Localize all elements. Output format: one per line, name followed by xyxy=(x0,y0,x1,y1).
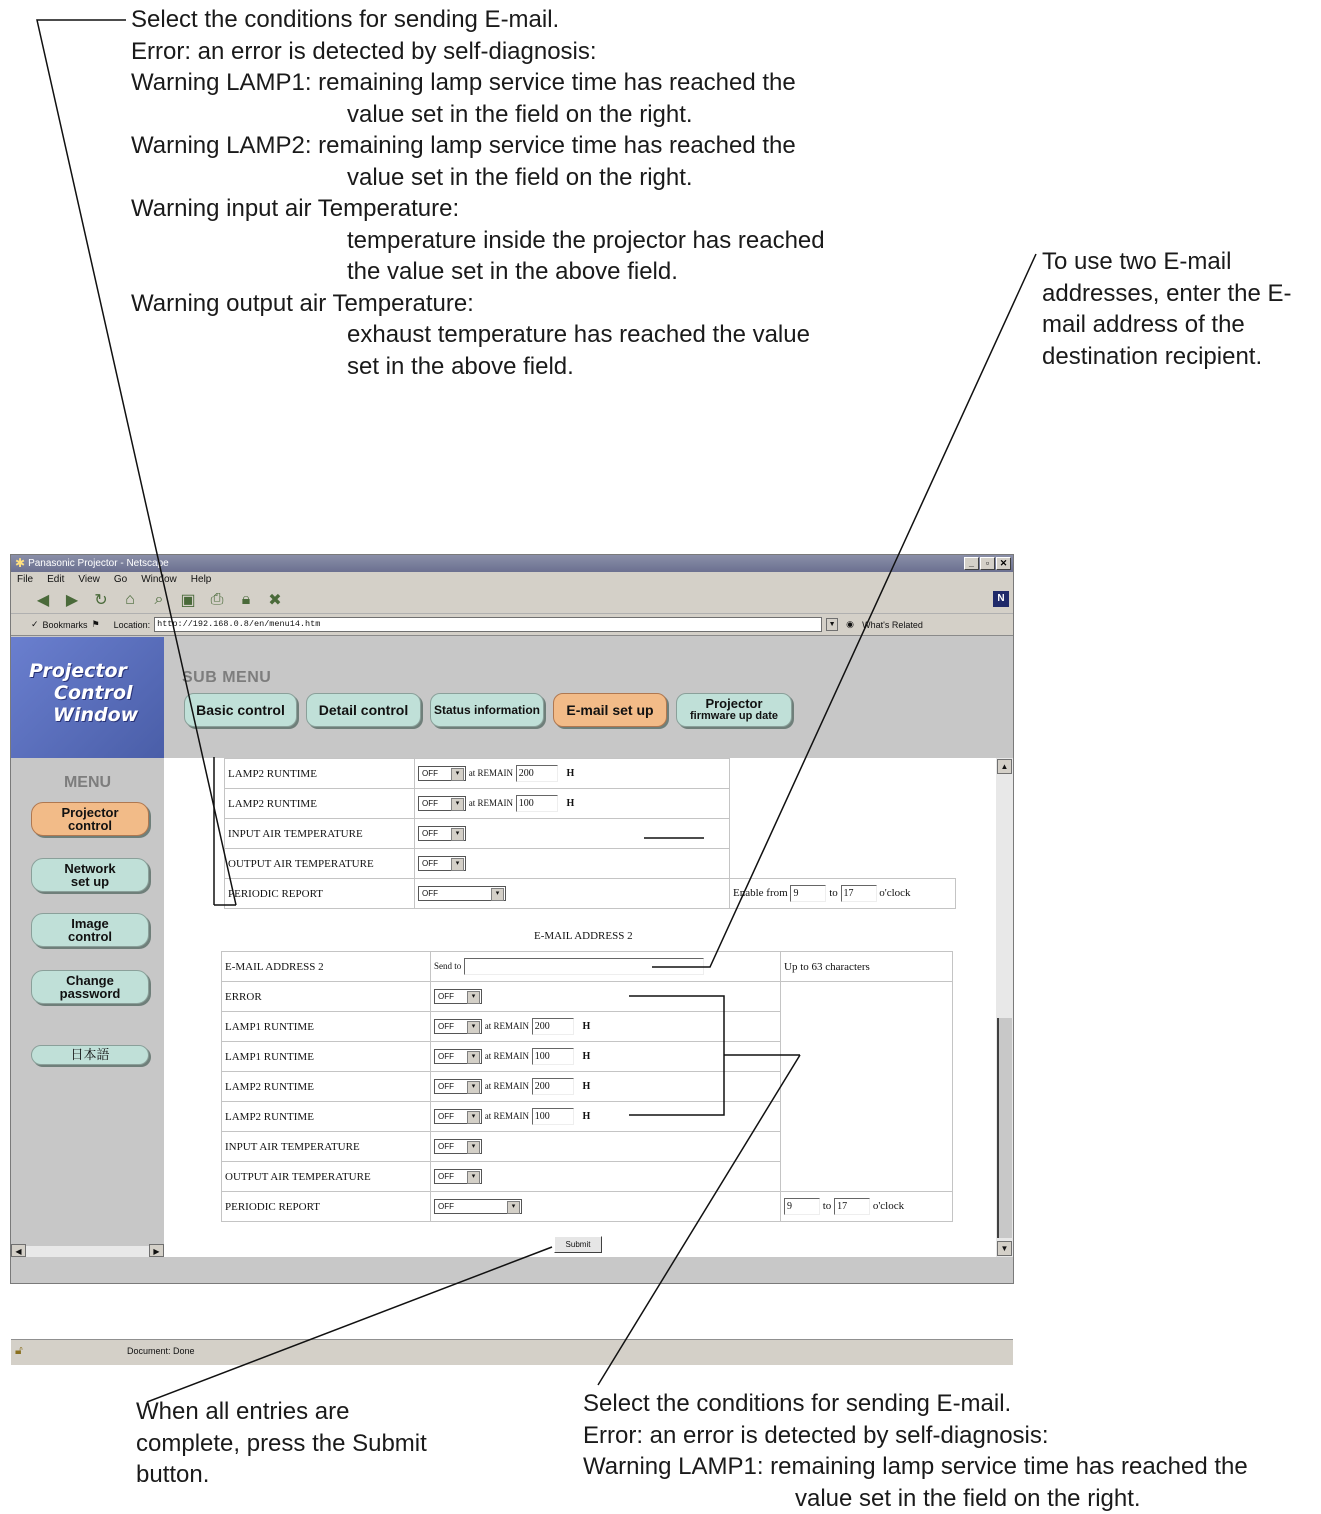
table-row xyxy=(222,952,953,982)
window-titlebar xyxy=(11,555,1013,572)
menu-bar xyxy=(11,572,1013,587)
sidebar-item-label: Network xyxy=(64,861,115,876)
table-row xyxy=(222,982,953,1012)
back-icon[interactable]: ◀ xyxy=(33,590,53,610)
search-icon[interactable]: ⌕ xyxy=(149,591,169,609)
periodic-from-input[interactable]: 9 xyxy=(790,885,826,902)
whats-related-icon: ◉ xyxy=(842,619,858,630)
logo-line: Window xyxy=(53,704,138,726)
remain-label: at REMAIN xyxy=(485,1051,529,1061)
periodic-from-input[interactable]: 9 xyxy=(784,1198,820,1215)
minimize-icon[interactable]: _ xyxy=(964,557,979,570)
url-field[interactable]: http://192.168.0.8/en/menu14.htm xyxy=(154,617,822,632)
input-air-temperature-select[interactable]: OFF ▾ xyxy=(434,1139,482,1154)
menu-help[interactable]: Help xyxy=(191,572,212,587)
error-select[interactable]: OFF ▾ xyxy=(434,989,482,1004)
note-line: destination recipient. xyxy=(1042,343,1262,370)
remain-hours-input[interactable]: 200 xyxy=(516,765,558,782)
print-icon[interactable]: ⎙ xyxy=(207,591,227,609)
window-controls xyxy=(964,557,1013,570)
input-air-temperature-select[interactable]: OFF ▾ xyxy=(418,826,466,841)
table-row xyxy=(225,849,956,879)
periodic-report-select[interactable]: OFF ▾ xyxy=(418,886,506,901)
note-line: Warning input air Temperature: xyxy=(131,195,459,222)
window-title: Panasonic Projector - Netscape xyxy=(28,555,169,572)
submenu-title: SUB MENU xyxy=(182,669,271,687)
hours-unit: H xyxy=(583,1051,591,1062)
logo-line: Control xyxy=(54,682,133,704)
note-line: the value set in the above field. xyxy=(131,256,891,288)
note-line: Warning LAMP1: remaining lamp service time has reached the xyxy=(131,69,796,96)
sidebar-item-label: set up xyxy=(71,874,109,889)
lamp1-runtime-select[interactable]: OFF ▾ xyxy=(434,1019,482,1034)
note-line: When all entries are xyxy=(136,1398,349,1425)
scroll-right-icon[interactable]: ▶ xyxy=(149,1244,164,1257)
navigation-toolbar xyxy=(11,587,1013,614)
remain-label: at REMAIN xyxy=(485,1021,529,1031)
row-label: LAMP1 RUNTIME xyxy=(222,1042,431,1072)
enable-from-label: Enable from xyxy=(733,887,788,899)
annotation-email-conditions-top xyxy=(131,4,891,382)
whats-related-button[interactable]: What's Related xyxy=(862,620,923,630)
row-label: PERIODIC REPORT xyxy=(222,1192,431,1222)
lamp2-runtime-select[interactable]: OFF ▾ xyxy=(434,1079,482,1094)
tab-projector-firmware-update[interactable] xyxy=(676,693,792,727)
sidebar-item-change-password[interactable] xyxy=(31,970,149,1004)
row-label: INPUT AIR TEMPERATURE xyxy=(222,1132,431,1162)
menu-edit[interactable]: Edit xyxy=(47,572,64,587)
table-row xyxy=(225,789,956,819)
table-row xyxy=(222,1192,953,1222)
email-address-2-input[interactable] xyxy=(464,958,704,975)
remain-hours-input[interactable]: 100 xyxy=(532,1108,574,1125)
note-line: value set in the field on the right. xyxy=(131,99,891,131)
output-air-temperature-select[interactable]: OFF ▾ xyxy=(434,1169,482,1184)
sidebar-item-projector-control[interactable] xyxy=(31,802,149,836)
browser-window xyxy=(10,554,1014,1284)
sidebar-item-label: control xyxy=(68,929,112,944)
url-dropdown-icon[interactable]: ▼ xyxy=(826,618,838,631)
stop-icon[interactable]: ✖ xyxy=(265,590,285,610)
horizontal-scrollbar[interactable] xyxy=(11,1246,164,1257)
location-bar xyxy=(11,614,1013,636)
submit-button[interactable]: Submit xyxy=(554,1236,602,1253)
row-label: OUTPUT AIR TEMPERATURE xyxy=(222,1162,431,1192)
menu-title: MENU xyxy=(11,774,164,792)
note-line: addresses, enter the E- xyxy=(1042,280,1291,307)
menu-file[interactable]: File xyxy=(17,572,33,587)
netscape-app-icon: ✱ xyxy=(15,555,25,572)
table-row xyxy=(225,879,956,909)
remain-label: at REMAIN xyxy=(485,1111,529,1121)
email2-conditions-table xyxy=(221,951,953,1222)
tab-status-information[interactable]: Status information xyxy=(430,693,544,727)
periodic-to-input[interactable]: 17 xyxy=(834,1198,870,1215)
lamp1-runtime-select[interactable]: OFF ▾ xyxy=(434,1049,482,1064)
note-line: value set in the field on the right. xyxy=(131,162,891,194)
row-label: LAMP2 RUNTIME xyxy=(225,759,415,789)
submenu-header xyxy=(164,637,1013,758)
web-page xyxy=(11,637,1013,1257)
sidebar-item-japanese[interactable]: 日本語 xyxy=(31,1045,149,1065)
row-label: LAMP2 RUNTIME xyxy=(225,789,415,819)
close-icon[interactable]: ✕ xyxy=(996,557,1011,570)
sidebar-item-network-set-up[interactable] xyxy=(31,858,149,892)
email-address-2-heading: E-MAIL ADDRESS 2 xyxy=(534,930,633,942)
note-line: Select the conditions for sending E-mail. xyxy=(131,6,559,33)
scroll-down-icon[interactable]: ▼ xyxy=(997,1241,1012,1256)
lamp2-runtime-select[interactable]: OFF ▾ xyxy=(418,796,466,811)
note-line: set in the above field. xyxy=(131,351,891,383)
note-line: mail address of the xyxy=(1042,311,1245,338)
email-setup-form xyxy=(164,758,996,1246)
hours-unit: H xyxy=(583,1081,591,1092)
scrollbar-thumb[interactable] xyxy=(997,1018,1012,1238)
annotation-email-conditions-bottom xyxy=(583,1388,1321,1514)
tab-label-line1: Projector xyxy=(705,696,762,711)
row-label: LAMP2 RUNTIME xyxy=(222,1072,431,1102)
note-line: To use two E-mail xyxy=(1042,248,1231,275)
tab-label-line2: firmware up date xyxy=(677,710,791,723)
remain-hours-input[interactable]: 200 xyxy=(532,1078,574,1095)
sidebar-item-image-control[interactable] xyxy=(31,913,149,947)
note-line: Warning LAMP2: remaining lamp service time has reached the xyxy=(131,132,796,159)
oclock-label: o'clock xyxy=(873,1200,904,1212)
row-label: LAMP1 RUNTIME xyxy=(222,1012,431,1042)
character-limit-note: Up to 63 characters xyxy=(781,952,953,982)
note-line: temperature inside the projector has reached xyxy=(131,225,891,257)
bookmarks-icon[interactable]: ✓ xyxy=(31,619,39,630)
home-icon[interactable]: ⌂ xyxy=(120,591,140,609)
projector-control-window-logo xyxy=(11,637,164,758)
row-label: LAMP2 RUNTIME xyxy=(222,1102,431,1132)
remain-label: at REMAIN xyxy=(485,1081,529,1091)
remain-hours-input[interactable]: 100 xyxy=(532,1048,574,1065)
sidebar-item-label: password xyxy=(60,986,121,1001)
periodic-report-select[interactable]: OFF ▾ xyxy=(434,1199,522,1214)
annotation-email-address-2 xyxy=(1042,246,1317,372)
table-row xyxy=(225,759,956,789)
note-line: Error: an error is detected by self-diagnosis: xyxy=(583,1422,1049,1449)
sidebar-item-label: Change xyxy=(66,973,114,988)
hours-unit: H xyxy=(567,798,575,809)
scroll-up-icon[interactable]: ▲ xyxy=(997,759,1012,774)
menu-window[interactable]: Window xyxy=(141,572,177,587)
note-line: value set in the field on the right. xyxy=(583,1483,1321,1514)
lock-icon: 🔓︎ xyxy=(15,1344,23,1356)
remain-hours-input[interactable]: 100 xyxy=(516,795,558,812)
my-netscape-icon[interactable]: ▣ xyxy=(178,590,198,610)
scroll-left-icon[interactable]: ◀ xyxy=(11,1244,26,1257)
oclock-label: o'clock xyxy=(879,887,910,899)
email1-conditions-table xyxy=(224,758,956,909)
note-line: exhaust temperature has reached the value xyxy=(131,319,891,351)
row-label: PERIODIC REPORT xyxy=(225,879,415,909)
output-air-temperature-select[interactable]: OFF ▾ xyxy=(418,856,466,871)
annotation-submit xyxy=(136,1396,476,1491)
status-text: Document: Done xyxy=(127,1346,195,1356)
bookmarks-button[interactable]: Bookmarks xyxy=(43,620,88,630)
note-line: Error: an error is detected by self-diagnosis: xyxy=(131,38,597,65)
note-line: Select the conditions for sending E-mail. xyxy=(583,1390,1011,1417)
note-line: complete, press the Submit xyxy=(136,1430,427,1457)
remain-hours-input[interactable]: 200 xyxy=(532,1018,574,1035)
note-line: Warning LAMP1: remaining lamp service time has reached the xyxy=(583,1453,1248,1480)
security-icon[interactable]: 🔒︎ xyxy=(236,591,256,609)
netscape-logo-icon: N xyxy=(993,591,1009,607)
sidebar-item-label: control xyxy=(68,818,112,833)
lamp2-runtime-select[interactable]: OFF ▾ xyxy=(434,1109,482,1124)
to-label: to xyxy=(829,887,838,899)
tab-detail-control[interactable]: Detail control xyxy=(306,693,421,727)
row-label: ERROR xyxy=(222,982,431,1012)
status-bar xyxy=(11,1339,1013,1365)
sidebar-menu xyxy=(11,758,164,1257)
remain-label: at REMAIN xyxy=(469,798,513,808)
periodic-to-input[interactable]: 17 xyxy=(841,885,877,902)
row-label: E-MAIL ADDRESS 2 xyxy=(222,952,431,982)
maximize-icon[interactable]: ▫ xyxy=(980,557,995,570)
hours-unit: H xyxy=(583,1021,591,1032)
note-line: button. xyxy=(136,1461,209,1488)
reload-icon[interactable]: ↻ xyxy=(91,590,111,610)
location-icon: ⚑ xyxy=(92,619,110,630)
location-label: Location: xyxy=(114,620,151,630)
lamp2-runtime-select[interactable]: OFF ▾ xyxy=(418,766,466,781)
menu-go[interactable]: Go xyxy=(114,572,127,587)
tab-basic-control[interactable]: Basic control xyxy=(184,693,297,727)
tab-email-set-up[interactable]: E-mail set up xyxy=(553,693,667,727)
send-to-label: Send to xyxy=(434,961,461,971)
menu-view[interactable]: View xyxy=(78,572,100,587)
forward-icon[interactable]: ▶ xyxy=(62,590,82,610)
sidebar-item-label: Image xyxy=(71,916,109,931)
sidebar-item-label: Projector xyxy=(61,805,118,820)
vertical-scrollbar[interactable] xyxy=(996,758,1013,1257)
table-row xyxy=(225,819,956,849)
hours-unit: H xyxy=(567,768,575,779)
logo-line: Projector xyxy=(29,660,127,682)
remain-label: at REMAIN xyxy=(469,768,513,778)
row-label: INPUT AIR TEMPERATURE xyxy=(225,819,415,849)
hours-unit: H xyxy=(583,1111,591,1122)
note-line: Warning output air Temperature: xyxy=(131,290,474,317)
to-label: to xyxy=(823,1200,832,1212)
row-label: OUTPUT AIR TEMPERATURE xyxy=(225,849,415,879)
